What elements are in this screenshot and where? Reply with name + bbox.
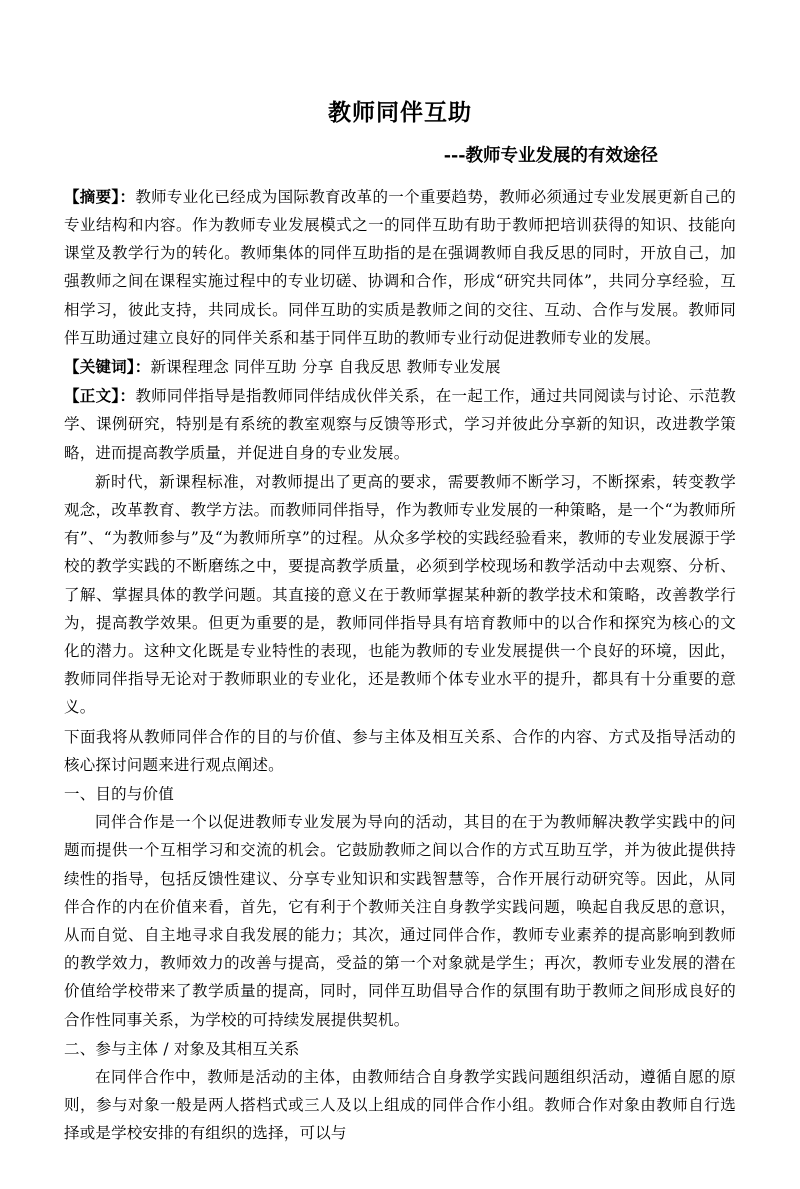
body-intro-paragraph [64,382,736,467]
keywords-text: 新课程理念 同伴互助 分享 自我反思 教师专业发展 [150,357,501,376]
body-text: 教师同伴指导是指教师同伴结成伙伴关系，在一起工作，通过共同阅读与讨论、示范教学、课例研究，特别是有系统的教室观察与反馈等形式，学习并彼此分享新的知识，改进教学策略，进而提高教学质量，并促进自身的专业发展。 [64,387,736,462]
section-body-1: 同伴合作是一个以促进教师专业发展为导向的活动，其目的在于为教师解决教学实践中的问题而提供一个互相学习和交流的机会。它鼓励教师之间以合作的方式互助互学，并为彼此提供持续性的指导，包括反馈性建议、分享专业知识和实践智慧等，合作开展行动研究等。因此，从同伴合作的内在价值来看，首先，它有利于个教师关注自身教学实践问题，唤起自我反思的意识，从而自觉、自主地寻求自我发展的能力；其次，通过同伴合作，教师专业素养的提高影响到教师的教学效力，教师效力的改善与提高，受益的第一个对象就是学生；再次，教师专业发展的潜在价值给学校带来了教学质量的提高，同时，同伴互助倡导合作的氛围有助于教师之间形成良好的合作性同事关系，为学校的可持续发展提供契机。 [64,813,736,1029]
section-heading-1: 一、目的与价值 [64,785,174,804]
body-label: 【正文】： [64,386,136,406]
keywords-label: 【关键词】： [64,356,151,376]
page-subtitle: ---教师专业发展的有效途径 [443,145,658,166]
abstract-label: 【摘要】： [64,186,136,206]
paragraph-2: 下面我将从教师同伴合作的目的与价值、参与主体及相互关系、合作的内容、方式及指导活动的核心探讨问题来进行观点阐述。 [64,727,736,774]
abstract-paragraph [64,183,736,352]
section-heading-2: 二、参与主体 / 对象及其相互关系 [64,1039,300,1058]
section-body-2: 在同伴合作中，教师是活动的主体，由教师结合自身教学实践问题组织活动，遵循自愿的原则，参与对象一般是两人搭档式或三人及以上组成的同伴合作小组。教师合作对象由教师自行选择或是学校安排的有组织的选择，可以与 [64,1068,736,1143]
keywords-paragraph [64,353,736,381]
abstract-text: 教师专业化已经成为国际教育改革的一个重要趋势，教师必须通过专业发展更新自己的专业结构和内容。作为教师专业发展模式之一的同伴互助有助于教师把培训获得的知识、技能向课堂及教学行为的转化。教师集体的同伴互助指的是在强调教师自我反思的同时，开放自己，加强教师之间在课程实施过程中的专业切磋、协调和合作，形成“研究共同体”，共同分享经验，互相学习，彼此支持，共同成长。同伴互助的实质是教师之间的交往、互动、合作与发展。教师同伴互助通过建立良好的同伴关系和基于同伴互助的教师专业行动促进教师专业的发展。 [64,187,736,347]
page-title: 教师同伴互助 [328,99,472,126]
paragraph-1: 新时代，新课程标准，对教师提出了更高的要求，需要教师不断学习，不断探索，转变教学观念，改革教育、教学方法。而教师同伴指导，作为教师专业发展的一种策略，是一个“为教师所有”、“为教师参与”及“为教师所享”的过程。从众多学校的实践经验看来，教师的专业发展源于学校的教学实践的不断磨练之中，要提高教学质量，必须到学校现场和教学活动中去观察、分析、了解、掌握具体的教学问题。其直接的意义在于教师掌握某种新的教学技术和策略，改善教学行为，提高教学效果。但更为重要的是，教师同伴指导具有培育教师中的以合作和探究为核心的文化的潜力。这种文化既是专业特性的表现，也能为教师的专业发展提供一个良好的环境，因此，教师同伴指导无论对于教师职业的专业化，还是教师个体专业水平的提升，都具有十分重要的意义。 [64,472,736,717]
